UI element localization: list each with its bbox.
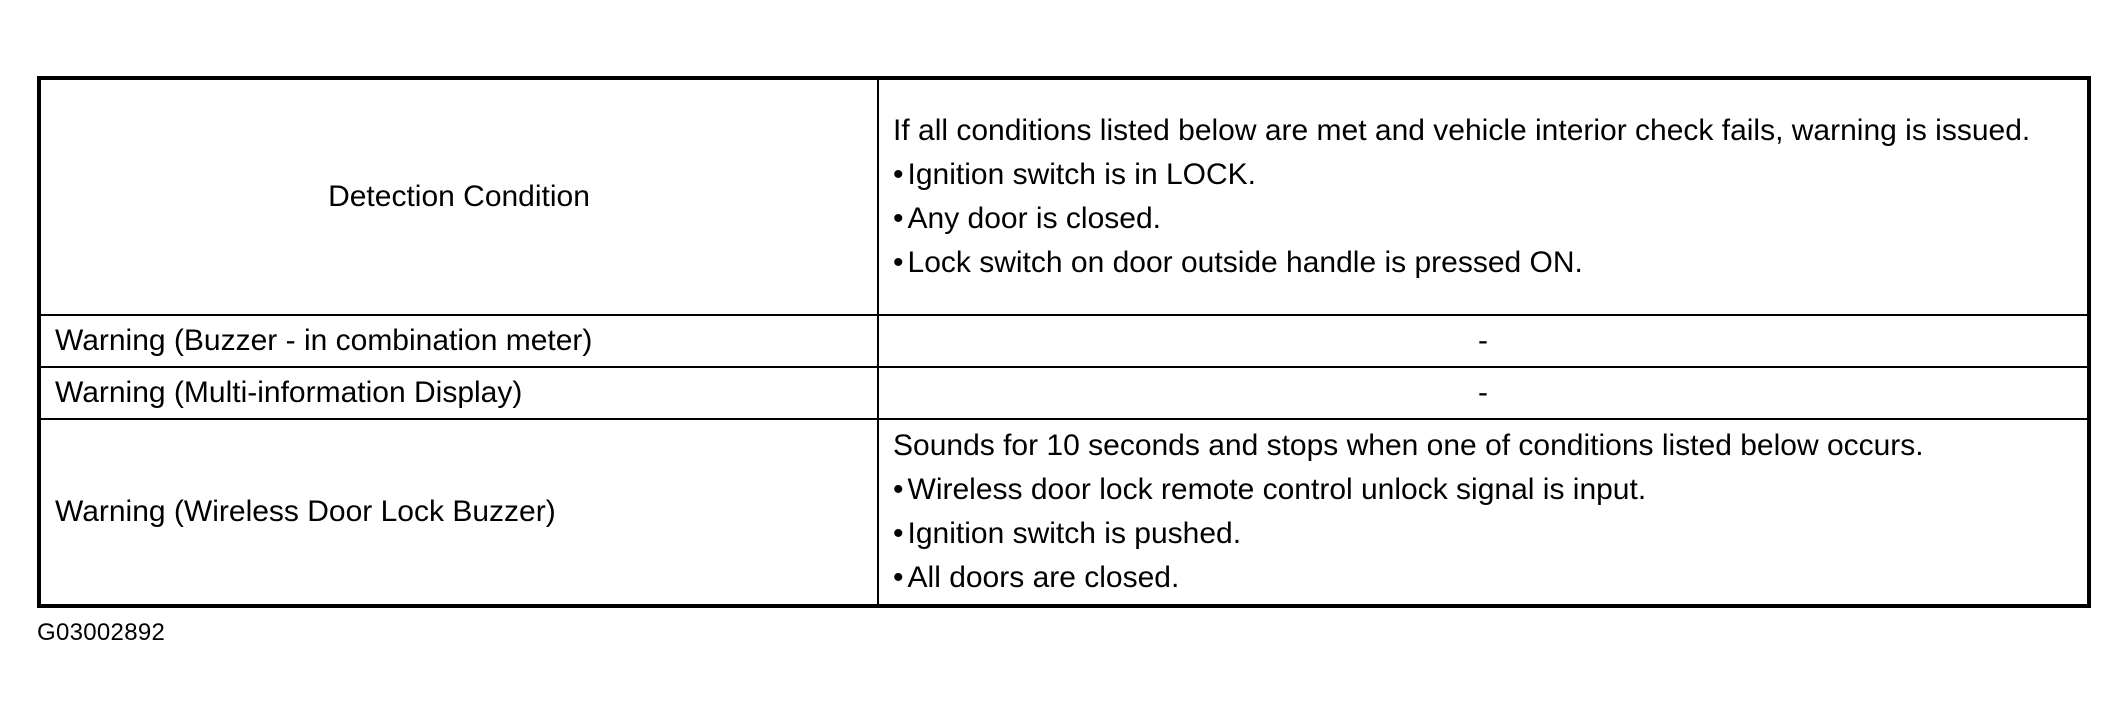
wireless-buzzer-intro: Sounds for 10 seconds and stops when one of conditions listed below occurs. — [893, 429, 1924, 462]
table-row — [39, 78, 2089, 315]
bullet-icon: • — [893, 517, 904, 550]
detection-condition-label: Detection Condition — [39, 78, 878, 315]
multi-display-value: - — [878, 367, 2089, 419]
warning-spec-table — [37, 76, 2091, 608]
list-item: • Ignition switch is pushed. — [893, 517, 1242, 550]
bullet-icon: • — [893, 202, 904, 235]
bullet-icon: • — [893, 246, 904, 279]
detection-condition-intro: If all conditions listed below are met and vehicle interior check fails, warning is issued. — [893, 114, 2031, 147]
list-item: • Ignition switch is in LOCK. — [893, 158, 1256, 191]
wireless-buzzer-label: Warning (Wireless Door Lock Buzzer) — [39, 419, 878, 606]
buzzer-meter-label: Warning (Buzzer - in combination meter) — [39, 315, 878, 367]
bullet-icon: • — [893, 561, 904, 594]
list-item: • Lock switch on door outside handle is pressed ON. — [893, 246, 1583, 279]
list-item: • Any door is closed. — [893, 202, 1161, 235]
table-row — [39, 315, 2089, 367]
figure-id: G03002892 — [37, 619, 166, 646]
detection-condition-description — [878, 78, 2089, 315]
wireless-buzzer-description — [878, 419, 2089, 606]
list-item: • Wireless door lock remote control unlock signal is input. — [893, 473, 1647, 506]
bullet-icon: • — [893, 158, 904, 191]
table-row — [39, 367, 2089, 419]
multi-display-label: Warning (Multi-information Display) — [39, 367, 878, 419]
bullet-icon: • — [893, 473, 904, 506]
buzzer-meter-value: - — [878, 315, 2089, 367]
table-row — [39, 419, 2089, 606]
list-item: • All doors are closed. — [893, 561, 1180, 594]
